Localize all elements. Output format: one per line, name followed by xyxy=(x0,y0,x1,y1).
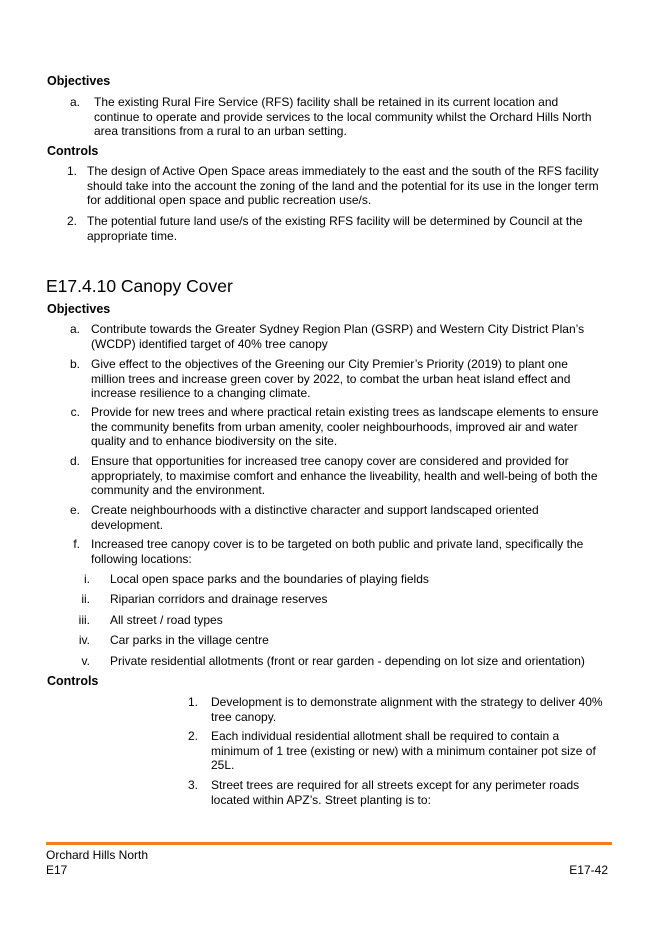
sub-list-text: All street / road types xyxy=(110,613,223,627)
sub-list-marker: iii. xyxy=(78,613,90,627)
sub-list-marker: v. xyxy=(81,654,90,668)
list-text: Street trees are required for all streets except for any perimeter roads located within APZ’s. Street planting is to: xyxy=(211,778,580,807)
footer-page-number: E17-42 xyxy=(569,863,608,877)
list-text: The potential future land use/s of the existing RFS facility will be determined by Council at the appropriate time. xyxy=(87,214,583,243)
list-marker: 2. xyxy=(66,214,77,228)
list-marker: f. xyxy=(73,537,80,551)
list-marker: b. xyxy=(69,357,80,371)
sub-list-marker: i. xyxy=(84,572,90,586)
list-text: Development is to demonstrate alignment with the strategy to deliver 40% tree canopy. xyxy=(211,695,603,724)
footer-chapter: E17 xyxy=(46,863,68,877)
sub-list-marker: ii. xyxy=(81,592,90,606)
footer-document-name: Orchard Hills North xyxy=(46,848,149,862)
objectives-heading-rfs: Objectives xyxy=(47,74,111,88)
list-text: Provide for new trees and where practical retain existing trees as landscape elements to ensure the community benefits from urban amenity, cooler neighbourhoods, improved air and water quality and to enhance biodiversity on the site. xyxy=(91,405,599,449)
footer-rule xyxy=(46,842,612,845)
list-marker: 1. xyxy=(187,695,198,709)
sub-list-text: Private residential allotments (front or rear garden - depending on lot size and orientation) xyxy=(110,654,585,668)
list-marker: 3. xyxy=(187,778,198,792)
list-marker: d. xyxy=(69,454,80,468)
sub-list-marker: iv. xyxy=(78,633,90,647)
list-text: Ensure that opportunities for increased tree canopy cover are considered and provided for appropriately, to maximise comfort and enhance the liveability, health and well-being of both the community and the environment. xyxy=(91,454,598,498)
list-text: Give effect to the objectives of the Greening our City Premier’s Priority (2019) to plant one million trees and increase green cover by 2022, to combat the urban heat island effect and increase resilience to a changing climate. xyxy=(91,357,571,401)
list-text: Create neighbourhoods with a distinctive character and support landscaped oriented development. xyxy=(91,503,539,532)
list-marker: c. xyxy=(70,405,80,419)
list-text: The existing Rural Fire Service (RFS) facility shall be retained in its current location and continue to operate and provide services to the local community whilst the Orchard Hills North area transitions from a rural to an urban setting. xyxy=(94,95,592,139)
list-text: Increased tree canopy cover is to be targeted on both public and private land, specifically the following locations: xyxy=(91,537,584,566)
list-marker: 1. xyxy=(66,164,77,178)
objectives-heading-canopy: Objectives xyxy=(47,302,111,316)
sub-list-text: Car parks in the village centre xyxy=(110,633,269,647)
list-marker: a. xyxy=(69,95,80,109)
sub-list-text: Riparian corridors and drainage reserves xyxy=(110,592,328,606)
list-text: The design of Active Open Space areas immediately to the east and the south of the RFS facility should take into the account the zoning of the land and the potential for its use in the longer term for additional open space and public recreation use/s. xyxy=(87,164,599,208)
list-marker: a. xyxy=(69,322,80,336)
list-text: Contribute towards the Greater Sydney Region Plan (GSRP) and Western City District Plan’s (WCDP) identified target of 40% tree canopy xyxy=(91,322,585,351)
list-text: Each individual residential allotment shall be required to contain a minimum of 1 tree (existing or new) with a minimum container pot size of 25L. xyxy=(211,729,596,773)
sub-list-text: Local open space parks and the boundaries of playing fields xyxy=(110,572,429,586)
section-title: E17.4.10 Canopy Cover xyxy=(46,276,233,296)
list-marker: e. xyxy=(69,503,80,517)
controls-heading-canopy: Controls xyxy=(47,674,99,688)
controls-heading-rfs: Controls xyxy=(47,144,99,158)
list-marker: 2. xyxy=(187,729,198,743)
